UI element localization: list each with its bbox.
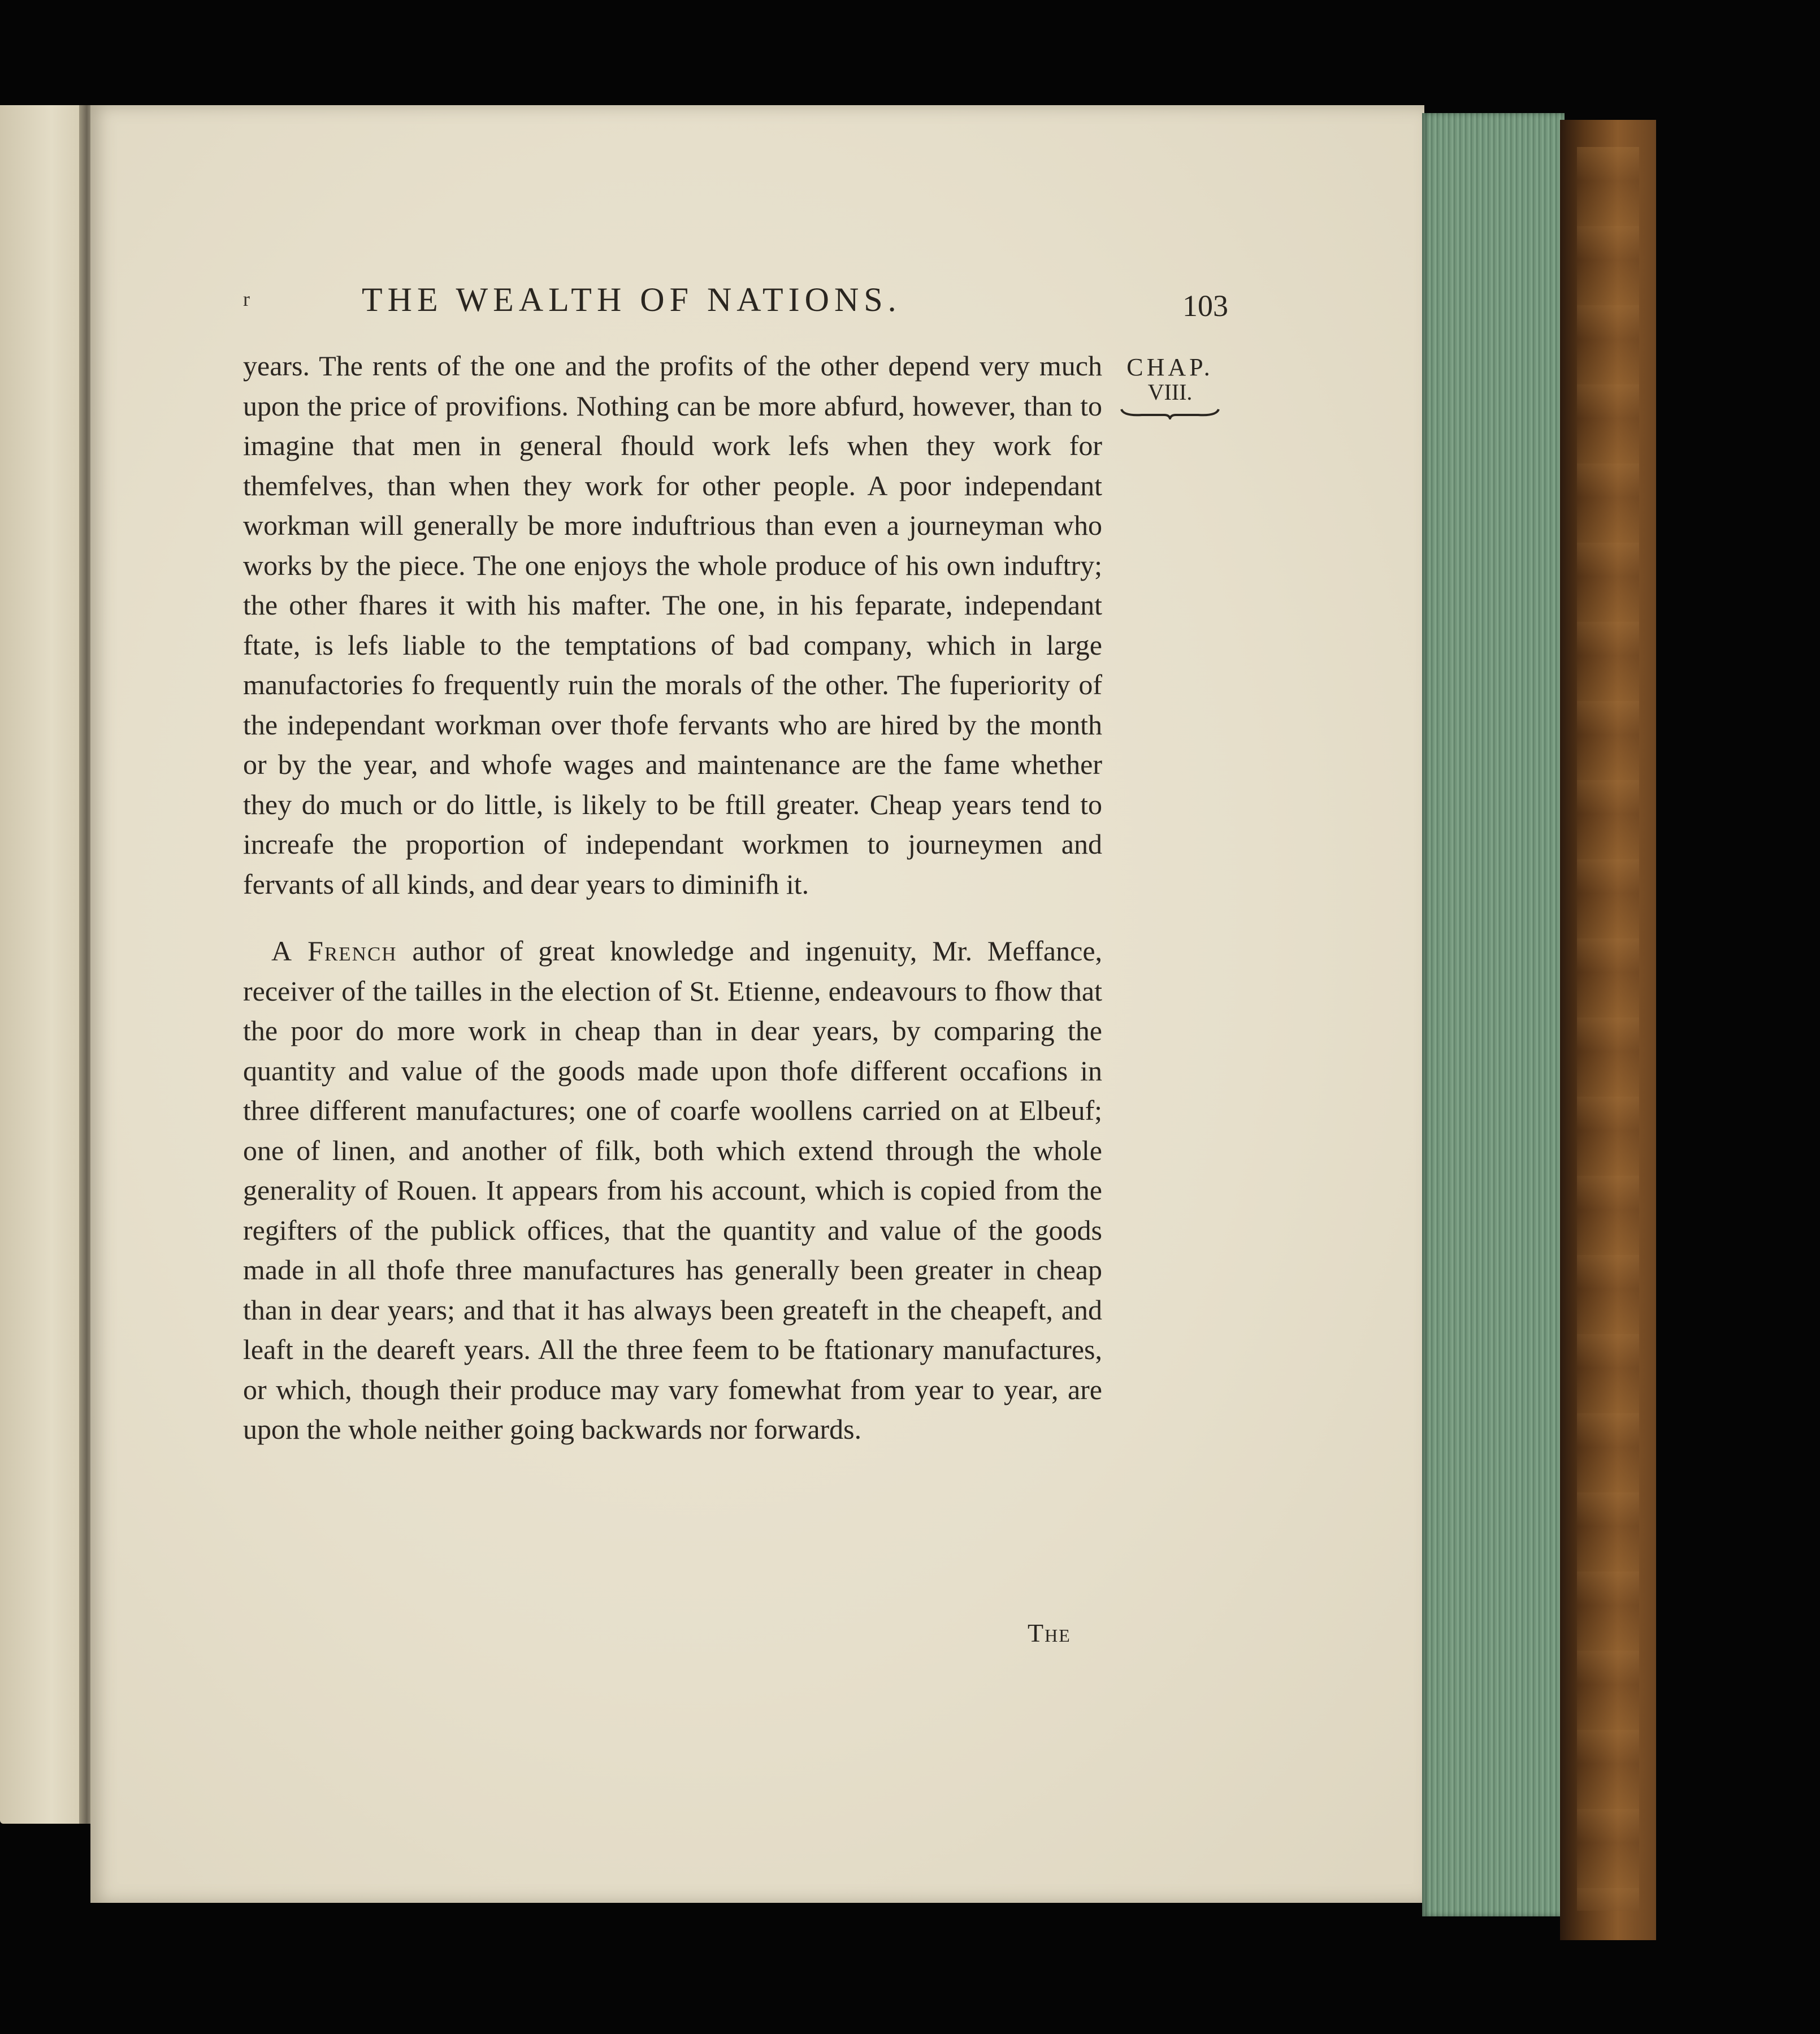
paragraph-2-lead: A French bbox=[271, 935, 397, 967]
brace-ornament-icon bbox=[1119, 406, 1221, 419]
chapter-margin-note bbox=[1113, 355, 1227, 419]
page-edges bbox=[1422, 113, 1565, 1916]
paragraph-2 bbox=[243, 931, 1102, 1449]
catchword: The bbox=[1028, 1618, 1071, 1647]
paragraph-1: years. The rents of the one and the profits of the other depend very much upon the price of provifions. Nothing can be more abfurd, however, than to imagine that men in general fhould work lefs when they work for themfelves, than when they work for other people. A poor independant workman will generally be more induftrious than even a journeyman who works by the piece. The one enjoys the whole produce of his own induftry; the other fhares it with his mafter. The one, in his feparate, independant ftate, is lefs liable to the temptations of bad company, which in large manufactories fo frequently ruin the morals of the other. The fuperiority of the independant workman over thofe fervants who are hired by the month or by the year, and whofe wages and maintenance are the fame whether they do much or do little, is likely to be ftill greater. Cheap years tend to increafe the proportion of independant workmen to journeymen and fervants of all kinds, and dear years to diminifh it. bbox=[243, 350, 1102, 900]
chapter-label: CHAP. bbox=[1126, 353, 1214, 381]
corner-mark: r bbox=[243, 288, 250, 310]
left-page-edge bbox=[0, 105, 86, 1824]
body-text bbox=[243, 346, 1102, 1449]
chapter-number: VIII. bbox=[1147, 379, 1193, 405]
running-head: THE WEALTH OF NATIONS. bbox=[362, 281, 902, 318]
paragraph-2-text: author of great knowledge and ingenuity, Mr. Meffance, receiver of the tailles in the election of St. Etienne, endeavours to fhow that the poor do more work in cheap than in dear years, by comparing the quantity and value of the goods made upon thofe different occafions in three different manufactures; one of coarfe woollens carried on at Elbeuf; one of linen, and another of filk, both which extend through the whole generality of Rouen. It appears from his account, which is copied from the regifters of the publick offices, that the quantity and value of the goods made in all thofe three manufactures has generally been greater in cheap than in dear years; and that it has always been greateft in the cheapeft, and leaft in the deareft years. All the three feem to be ftationary manufactures, or which, though their produce may vary fomewhat from year to year, are upon the whole neither going backwards nor forwards. bbox=[243, 935, 1103, 1445]
cover-texture bbox=[1577, 147, 1639, 1911]
page-number: 103 bbox=[1182, 289, 1228, 323]
